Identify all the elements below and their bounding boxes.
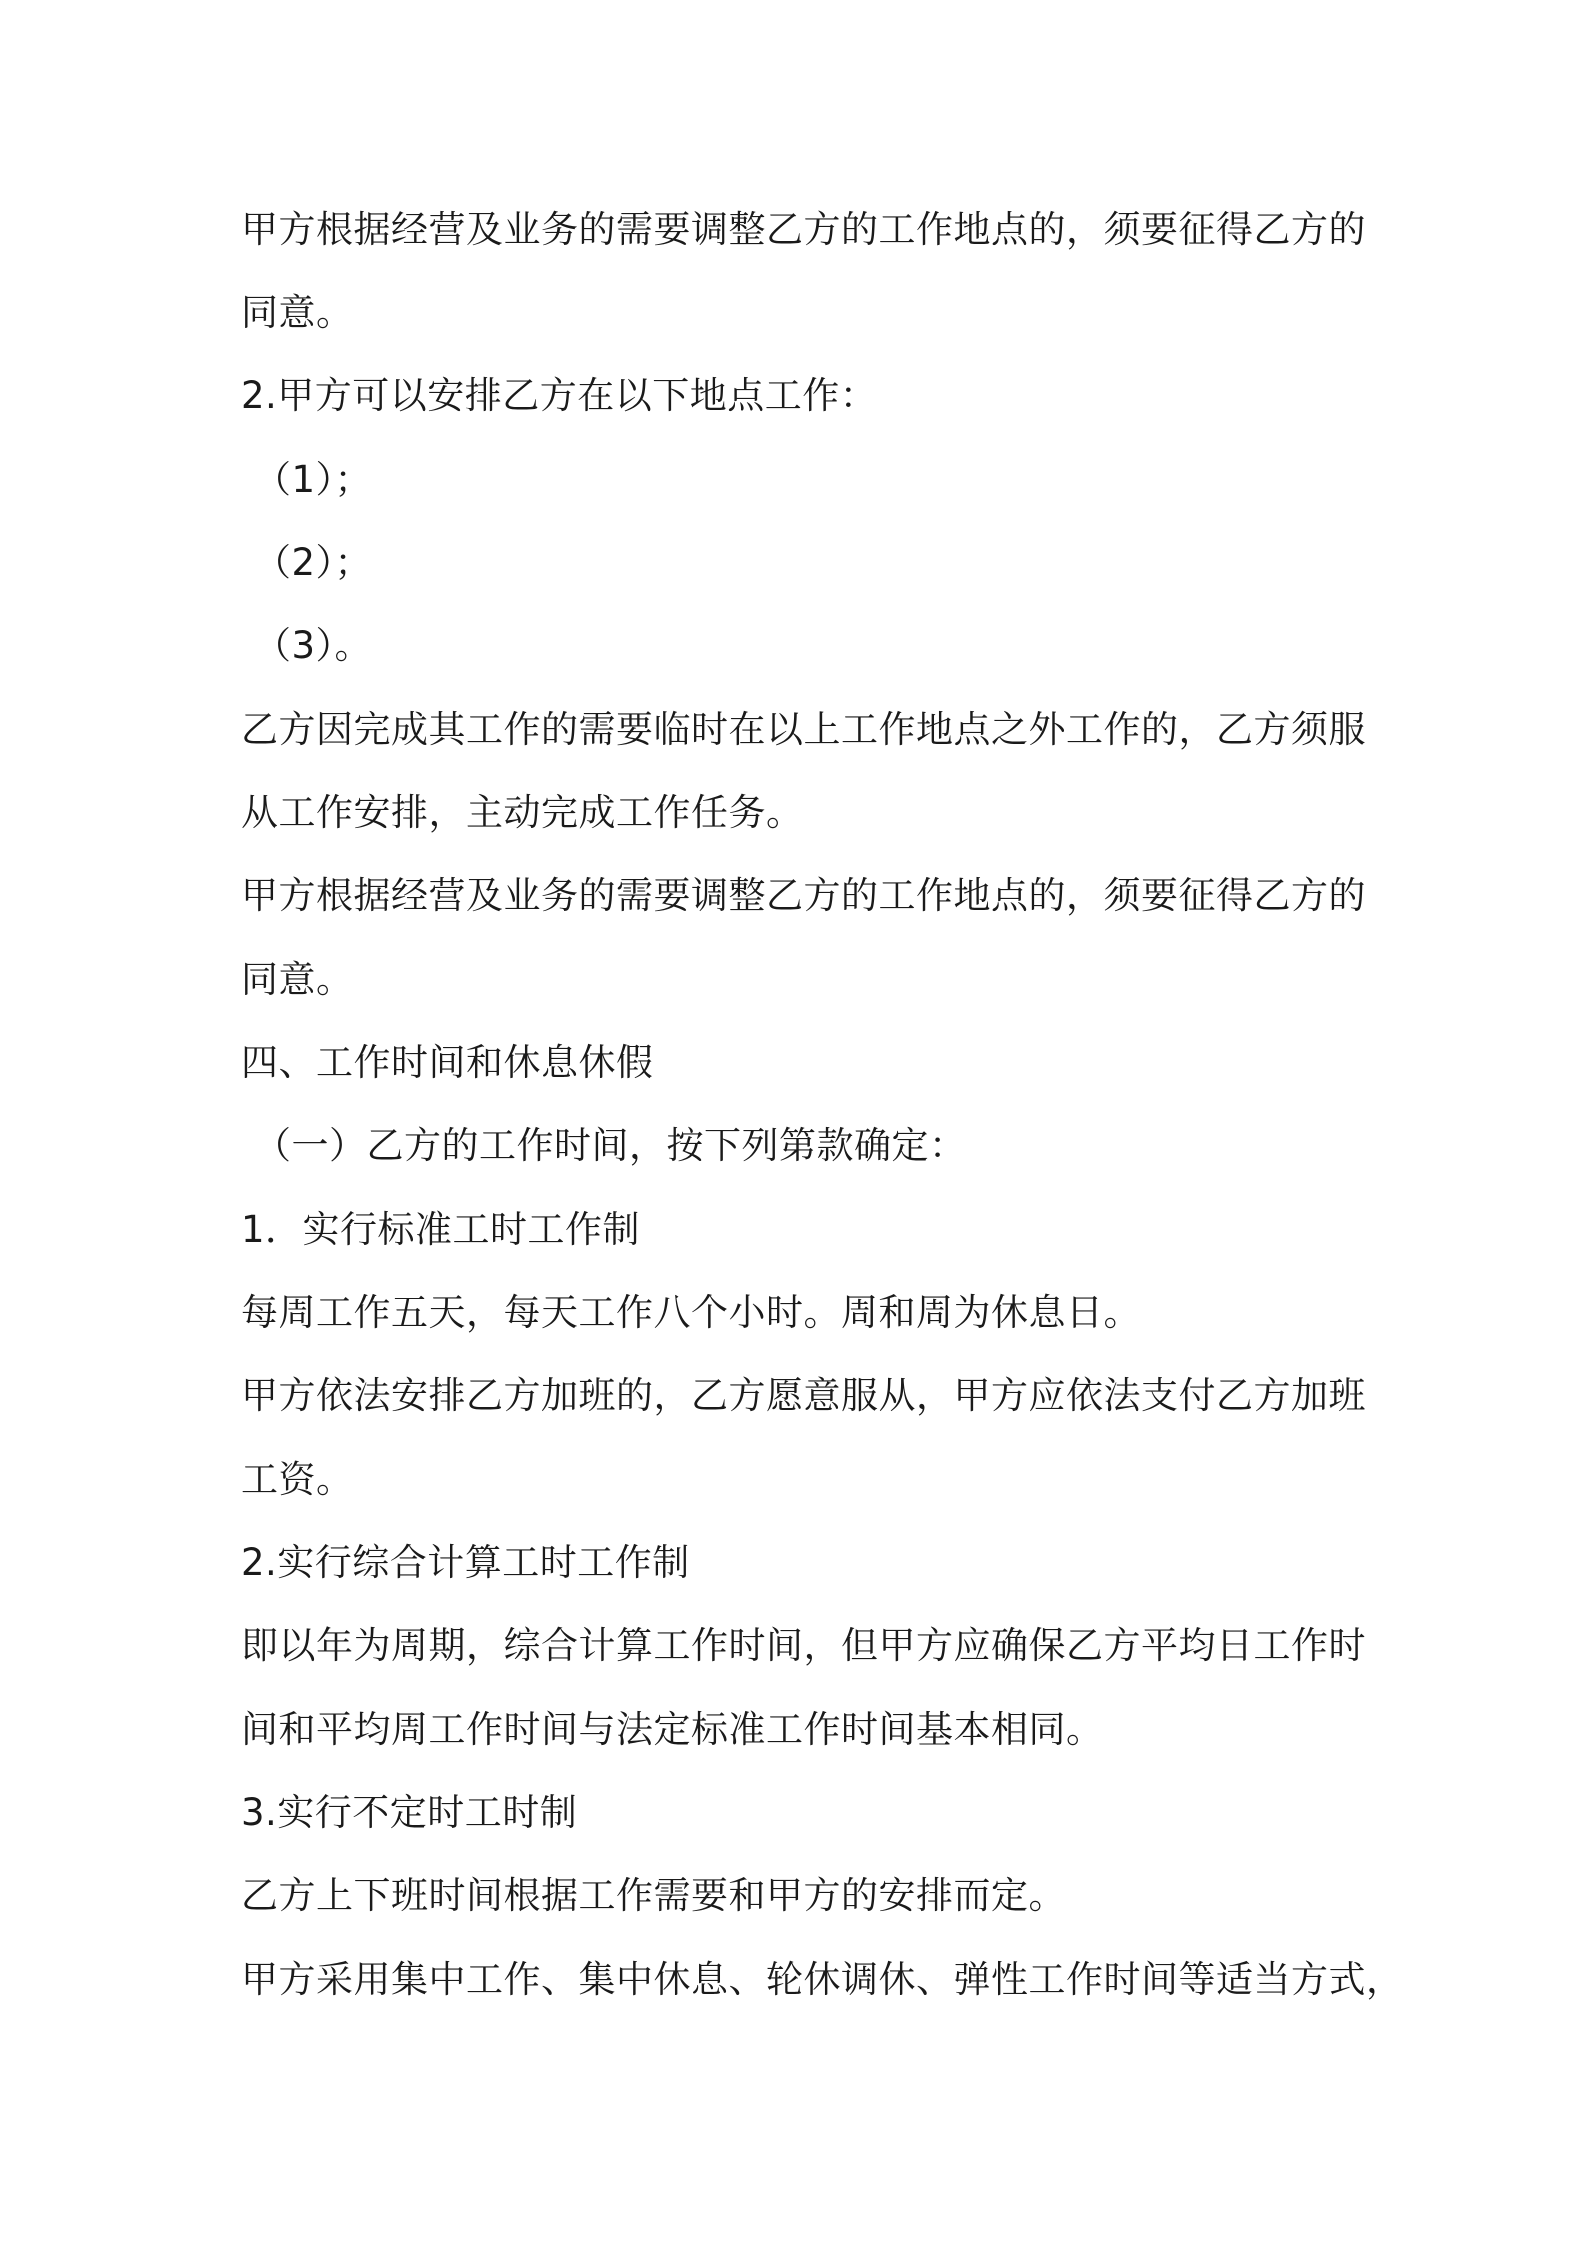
clause-heading: 3.实行不定时工时制 [241,1791,578,1834]
paragraph-line: 甲方根据经营及业务的需要调整乙方的工作地点的，须要征得乙方的 [241,208,1366,251]
subsection-heading: （一）乙方的工作时间，按下列第款确定： [254,1124,967,1167]
paragraph-line: 每周工作五天，每天工作八个小时。周和周为休息日。 [241,1291,1141,1334]
paragraph-line: 甲方根据经营及业务的需要调整乙方的工作地点的，须要征得乙方的 [241,874,1366,917]
paragraph-line: 乙方上下班时间根据工作需要和甲方的安排而定。 [241,1874,1066,1917]
paragraph-line: 从工作安排，主动完成工作任务。 [241,791,804,834]
list-item: （1）； [254,458,373,501]
paragraph-line: 同意。 [241,958,354,1001]
list-item: （2）； [254,541,373,584]
section-heading: 四、工作时间和休息休假 [241,1041,654,1084]
list-item: （3）。 [254,624,373,667]
clause-heading: 2.实行综合计算工时工作制 [241,1541,690,1584]
paragraph-line: 工资。 [241,1458,354,1501]
list-heading: 2.甲方可以安排乙方在以下地点工作： [241,374,878,417]
clause-heading: 1．实行标准工时工作制 [241,1208,641,1251]
paragraph-line: 即以年为周期，综合计算工作时间，但甲方应确保乙方平均日工作时 [241,1624,1366,1667]
paragraph-line: 乙方因完成其工作的需要临时在以上工作地点之外工作的，乙方须服 [241,708,1366,751]
paragraph-line: 间和平均周工作时间与法定标准工作时间基本相同。 [241,1708,1104,1751]
paragraph-line: 甲方依法安排乙方加班的，乙方愿意服从，甲方应依法支付乙方加班 [241,1374,1366,1417]
paragraph-line: 甲方采用集中工作、集中休息、轮休调休、弹性工作时间等适当方式， [241,1958,1404,2001]
paragraph-line: 同意。 [241,291,354,334]
